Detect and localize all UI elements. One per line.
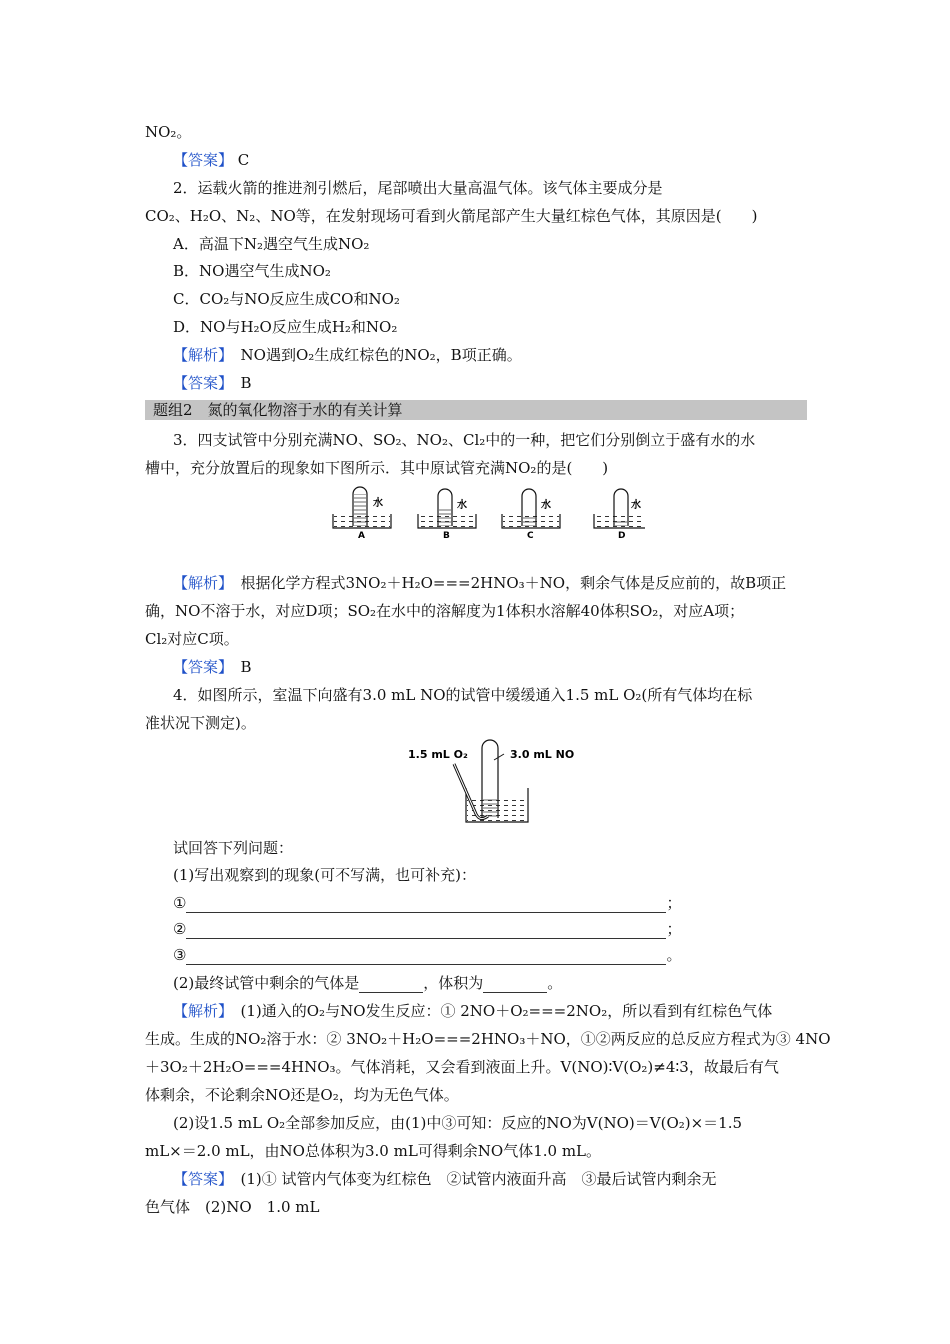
option-c: C．CO₂与NO反应生成CO和NO₂: [173, 290, 400, 308]
blank-end: 。: [666, 946, 682, 964]
explanation-3: [173, 573, 786, 593]
blank-line-1: [173, 893, 681, 913]
o2-label: 1.5 mL O₂: [408, 748, 468, 761]
answer-text: C: [233, 151, 250, 169]
question-4-line-2: 准状况下测定)。: [145, 714, 256, 732]
label-c: C: [527, 531, 534, 541]
answer-tag: 【答案】: [173, 658, 226, 676]
answer-tag: 【答案】: [173, 1170, 226, 1188]
explanation-tag: 【解析】: [173, 346, 226, 364]
water-label: 水: [541, 500, 551, 511]
question-3-line-1: 3．四支试管中分别充满NO、SO₂、NO₂、Cl₂中的一种，把它们分别倒立于盛有水的水: [173, 431, 756, 449]
explanation-4-line-6: mL×＝2.0 mL，由NO总体积为3.0 mL可得剩余NO气体1.0 mL。: [145, 1142, 602, 1160]
water-label: 水: [373, 498, 383, 509]
answer-tag: 【答案】: [173, 151, 234, 169]
water-label: 水: [631, 500, 641, 511]
o2-no-apparatus-figure: [400, 738, 580, 828]
question-4-line-1: 4．如图所示，室温下向盛有3.0 mL NO的试管中缓缓通入1.5 mL O₂(所有气体均在标: [173, 686, 753, 704]
option-b: B．NO遇空气生成NO₂: [173, 262, 331, 280]
explanation-4-line-4: 体剩余，不论剩余NO还是O₂，均为无色气体。: [145, 1086, 459, 1104]
explanation-4-line-2: 生成。生成的NO₂溶于水：② 3NO₂＋H₂O===2HNO₃＋NO，①②两反应的总反应方程式为③ 4NO: [145, 1030, 831, 1048]
explanation-3-line-2: 确，NO不溶于水，对应D项；SO₂在水中的溶解度为1体积水溶解40体积SO₂，对应A项；: [145, 602, 745, 620]
circle-2: ②: [173, 920, 187, 938]
answer-4: [173, 1169, 717, 1189]
trough-c: [502, 489, 560, 541]
question-2-line-1: 2．运载火箭的推进剂引燃后，尾部喷出大量高温气体。该气体主要成分是: [173, 179, 663, 197]
answer-blank[interactable]: [186, 950, 666, 965]
answer-text: B: [225, 374, 252, 392]
volume-blank[interactable]: [483, 978, 547, 993]
section-title: 题组2 氮的氧化物溶于水的有关计算: [153, 401, 403, 419]
answer-2: [173, 373, 252, 393]
explanation-text: (1)通入的O₂与NO发生反应：① 2NO＋O₂===2NO₂，所以看到有红棕色气体: [225, 1002, 773, 1020]
answer-3: [173, 657, 252, 677]
section-banner: [145, 400, 807, 420]
text-line: NO₂。: [145, 123, 192, 141]
q4-part-1: (1)写出观察到的现象(可不写满，也可补充)：: [173, 866, 476, 884]
explanation-4: [173, 1001, 772, 1021]
part-2-text: (2)最终试管中剩余的气体是: [173, 974, 360, 992]
answer-1: [173, 150, 249, 170]
explanation-tag: 【解析】: [173, 1002, 226, 1020]
label-a: A: [358, 531, 365, 541]
blank-end: ；: [666, 894, 682, 912]
answer-tag: 【答案】: [173, 374, 226, 392]
explanation-tag: 【解析】: [173, 574, 226, 592]
label-b: B: [443, 531, 450, 541]
explanation-text: NO遇到O₂生成红棕色的NO₂，B项正确。: [225, 346, 522, 364]
question-3-line-2: 槽中，充分放置后的现象如下图所示．其中原试管充满NO₂的是( ): [145, 459, 609, 477]
test-tube-figure: [325, 484, 645, 542]
q4-part-2: [173, 973, 562, 993]
water-label: 水: [457, 500, 467, 511]
label-d: D: [618, 531, 626, 541]
explanation-3-line-3: Cl₂对应C项。: [145, 630, 239, 648]
answer-blank[interactable]: [186, 924, 666, 939]
explanation-4-line-5: (2)设1.5 mL O₂全部参加反应，由(1)中③可知：反应的NO为V(NO)＝V(O₂)×＝1.5: [173, 1114, 743, 1132]
explanation-text: 根据化学方程式3NO₂＋H₂O===2HNO₃＋NO，剩余气体是反应前的，故B项正: [225, 574, 787, 592]
q4-prompt: 试回答下列问题：: [173, 839, 294, 857]
no-label: 3.0 mL NO: [510, 748, 575, 761]
circle-1: ①: [173, 894, 187, 912]
blank-end: ；: [666, 920, 682, 938]
blank-line-2: [173, 919, 681, 939]
option-d: D．NO与H₂O反应生成H₂和NO₂: [173, 318, 398, 336]
answer-4-line-2: 色气体 (2)NO 1.0 mL: [145, 1198, 320, 1216]
answer-blank[interactable]: [186, 898, 666, 913]
trough-d: [594, 489, 645, 541]
circle-3: ③: [173, 946, 187, 964]
part-2-text: 。: [547, 974, 563, 992]
question-2-line-2: CO₂、H₂O、N₂、NO等，在发射现场可看到火箭尾部产生大量红棕色气体，其原因是( ): [145, 207, 758, 225]
part-2-text: ，体积为: [423, 974, 484, 992]
answer-text: B: [225, 658, 252, 676]
trough-b: [418, 489, 476, 541]
explanation-4-line-3: ＋3O₂＋2H₂O===4HNO₃。气体消耗，又会看到液面上升。V(NO)∶V(O₂)≠4∶3，故最后有气: [145, 1058, 779, 1076]
answer-text: (1)① 试管内气体变为红棕色 ②试管内液面升高 ③最后试管内剩余无: [225, 1170, 717, 1188]
gas-blank[interactable]: [359, 978, 423, 993]
trough-a: [333, 487, 391, 541]
option-a: A．高温下N₂遇空气生成NO₂: [173, 235, 370, 253]
explanation-2: [173, 345, 522, 365]
blank-line-3: [173, 945, 681, 965]
